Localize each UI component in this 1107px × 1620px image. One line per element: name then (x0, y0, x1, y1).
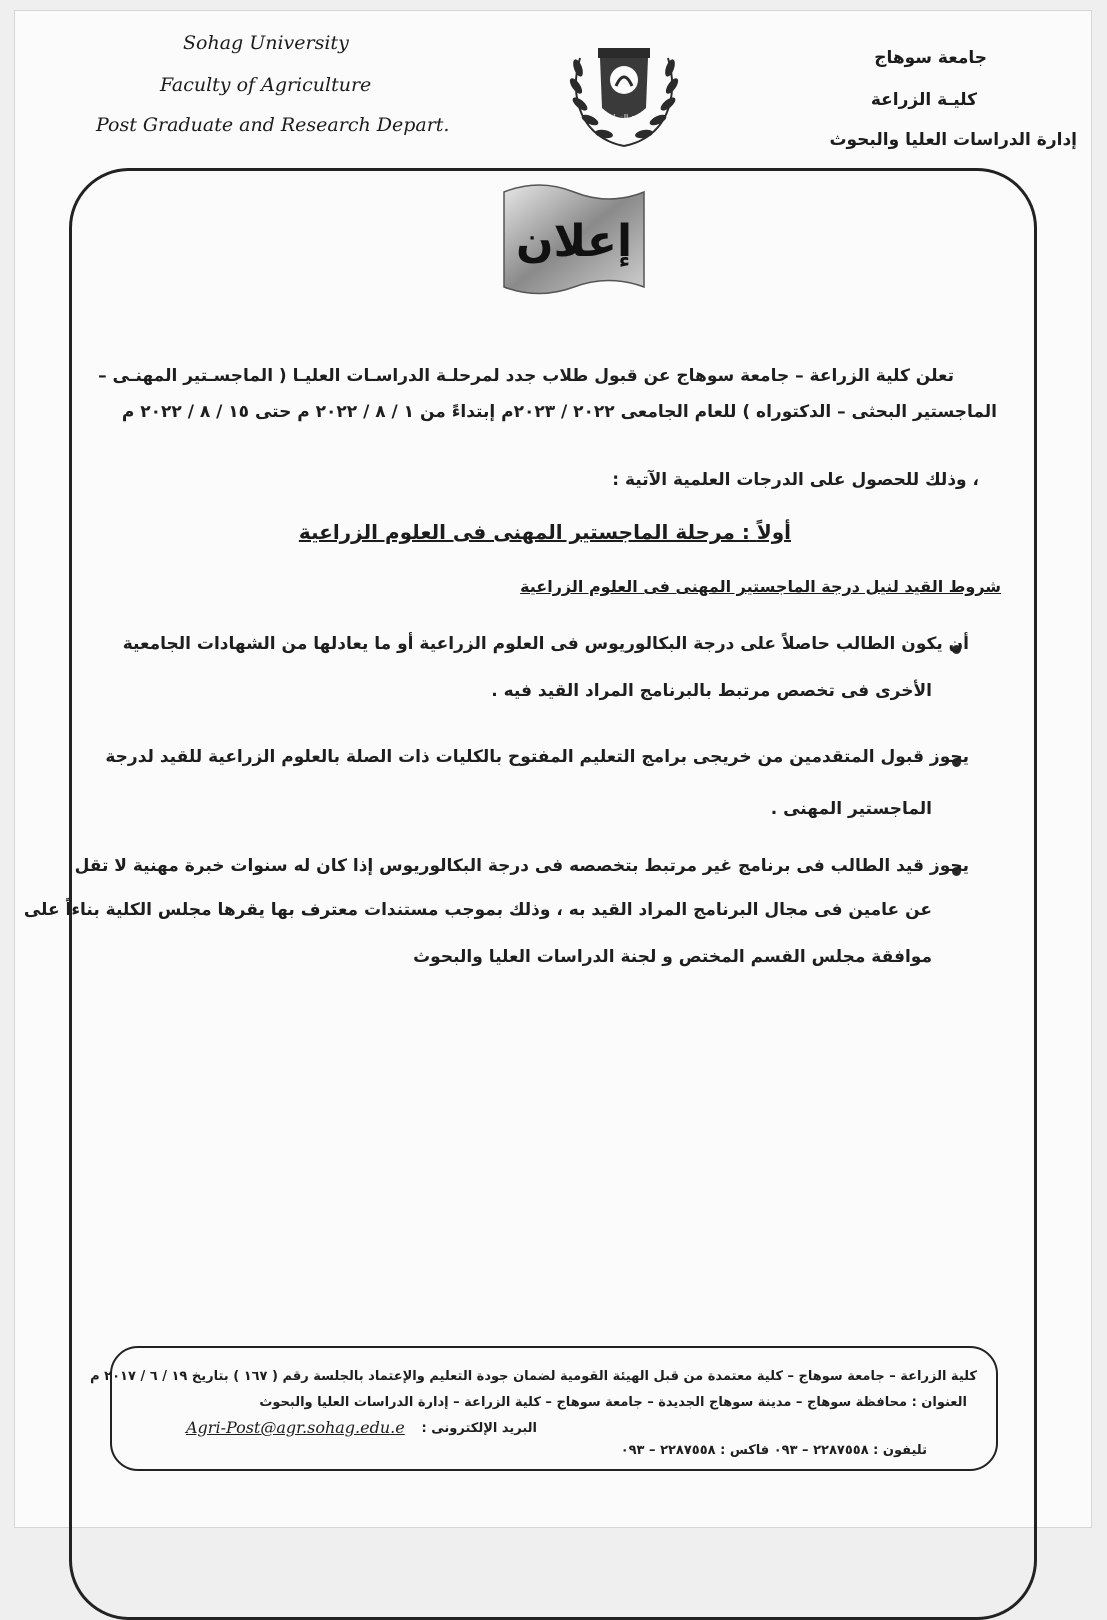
footer-accreditation: كلية الزراعة – جامعة سوهاج – كلية معتمدة من قبل الهيئة القومية لضمان جودة التعليم والإعتماد بالجلسة رقم ( ١٦٧ ) بتاريخ ١٩ / ٦ / ٢٠١٧ م (90, 1369, 977, 1384)
department-name-en: Post Graduate and Research Depart. (96, 114, 450, 136)
banner-title: إعلان (515, 216, 633, 267)
footer-address-text: محافظة سوهاج – مدينة سوهاج الجديدة – جامعة سوهاج – كلية الزراعة – إدارة الدراسات العليا والبحوث (259, 1395, 908, 1410)
faculty-name-en: Faculty of Agriculture (160, 74, 372, 96)
footer-address (259, 1395, 967, 1410)
department-name-ar: إدارة الدراسات العليا والبحوث (829, 130, 1077, 150)
condition-1-line-2: الأخرى فى تخصص مرتبط بالبرنامج المراد القيد فيه . (491, 681, 932, 701)
footer-email-label: البريد الإلكترونى : (421, 1421, 537, 1436)
faculty-name-ar: كليـة الزراعة (870, 90, 977, 110)
condition-3-line-3: موافقة مجلس القسم المختص و لجنة الدراسات العليا والبحوث (413, 947, 932, 967)
university-name-ar: جامعة سوهاج (874, 48, 987, 68)
condition-1-line-1: أن يكون الطالب حاصلاً على درجة البكالوريوس فى العلوم الزراعية أو ما يعادلها من الشهادات الجامعية (122, 634, 969, 654)
footer-address-label: العنوان : (911, 1395, 967, 1410)
intro-line-2: الماجستير البحثى – الدكتوراه ) للعام الجامعى ٢٠٢٢ / ٢٠٢٣م إبتداءً من ١ / ٨ / ٢٠٢٢ م حتى ١٥ / ٨ / ٢٠٢٢ م (121, 402, 997, 422)
condition-3-line-1: يجوز قيد الطالب فى برنامج غير مرتبط بتخصصه فى درجة البكالوريوس إذا كان له سنوات خبرة مهنية لا تقل (74, 856, 969, 876)
intro-line-1: تعلن كلية الزراعة – جامعة سوهاج عن قبول طلاب جدد لمرحلـة الدراسـات العليـا ( الماجسـتير المهنـى – (98, 366, 954, 386)
footer-phone-fax: تليفون : ٢٢٨٧٥٥٨ – ٠٩٣ فاكس : ٢٢٨٧٥٥٨ – ٠٩٣ (620, 1443, 927, 1458)
announcement-banner (494, 182, 654, 302)
section-heading (299, 520, 791, 544)
faculty-seal-logo (560, 28, 688, 156)
section-heading-text: : مرحلة الماجستير المهنى فى العلوم الزراعية (298, 520, 750, 544)
seal-caption: كلية الزراعة (604, 113, 644, 122)
conditions-subheading: شروط القيد لنيل درجة الماجستير المهنى فى العلوم الزراعية (520, 577, 1001, 596)
university-name-en: Sohag University (183, 32, 349, 54)
condition-2-line-2: الماجستير المهنى . (770, 799, 932, 819)
condition-3-line-2: عن عامين فى مجال البرنامج المراد القيد به ، وذلك بموجب مستندات معترف بها يقرها مجلس الكلية بناءاً على (23, 900, 932, 920)
section-heading-prefix: أولاً (756, 520, 791, 544)
intro-line-3: ، وذلك للحصول على الدرجات العلمية الآتية : (612, 470, 979, 490)
footer-email-link[interactable]: Agri-Post@agr.sohag.edu.e (186, 1418, 405, 1437)
condition-2-line-1: يجوز قبول المتقدمين من خريجى برامج التعليم المفتوح بالكليات ذات الصلة بالعلوم الزراعية للقيد لدرجة (105, 747, 969, 767)
